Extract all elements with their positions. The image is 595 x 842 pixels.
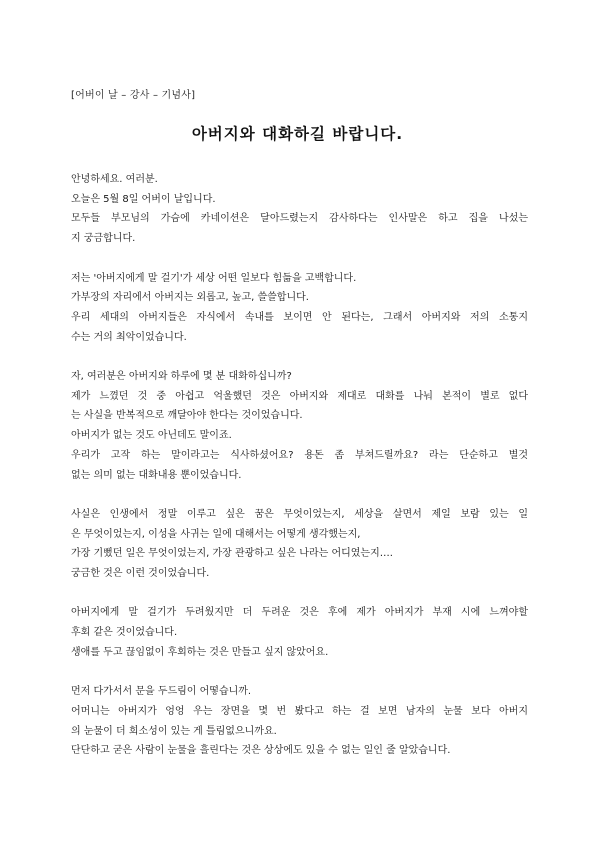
text-line: 우리 세대의 아버지들은 자식에서 속내를 보이면 안 된다는, 그래서 아버지와 저의 소통지 bbox=[71, 311, 528, 323]
text-line: 아버지에게 말 걸기가 두려웠지만 더 두려운 것은 후에 제가 아버지가 부재 시에 느껴야할 bbox=[71, 607, 528, 619]
text-line: 저는 '아버지에게 말 걸기'가 세상 어떤 일보다 힘듦을 고백합니다. bbox=[71, 272, 357, 284]
text-line: 가부장의 자리에서 아버지는 외롭고, 높고, 쓸쓸합니다. bbox=[71, 292, 309, 304]
text-line: 지 궁금합니다. bbox=[71, 233, 136, 245]
paragraph-conversation bbox=[71, 367, 528, 485]
text-line: 후회 같은 것이었습니다. bbox=[71, 627, 178, 639]
paragraph-greeting bbox=[71, 170, 528, 249]
text-line: 궁금한 것은 이런 것이었습니다. bbox=[71, 568, 210, 580]
text-line: 은 무엇이었는지, 이성을 사귀는 일에 대해서는 어떻게 생각했는지, bbox=[71, 528, 361, 540]
text-line: 자, 여러분은 아버지와 하루에 몇 분 대화하십니까? bbox=[71, 371, 292, 382]
document-tag: [어버이 날 – 강사 – 기념사] bbox=[71, 90, 196, 101]
paragraph-regret bbox=[71, 603, 528, 662]
paragraph-questions bbox=[71, 505, 528, 584]
paragraph-approach bbox=[71, 682, 528, 761]
text-line: 가장 기뻤던 일은 무엇이었는지, 가장 관광하고 싶은 나라는 어디였는지…. bbox=[71, 548, 393, 560]
text-line: 먼저 다가서서 문을 두드림이 어떻습니까. bbox=[71, 686, 252, 698]
text-line: 생애를 두고 끊임없이 후회하는 것은 만들고 싶지 않았어요. bbox=[71, 646, 329, 658]
text-line: 우리가 고작 하는 말이라고는 식사하셨어요? 용돈 좀 부쳐드릴까요? 라는 단순하고 별것 bbox=[71, 449, 528, 461]
text-line: 오늘은 5월 8일 어버이 날입니다. bbox=[71, 193, 216, 205]
text-line: 단단하고 굳은 사람이 눈물을 흘린다는 것은 상상에도 있을 수 없는 일인 줄 알았습니다. bbox=[71, 745, 451, 757]
text-line: 사실은 인생에서 정말 이루고 싶은 꿈은 무엇이었는지, 세상을 살면서 제일 보람 있는 일 bbox=[71, 508, 528, 520]
text-line: 수는 거의 최악이었습니다. bbox=[71, 331, 187, 343]
text-line: 어머니는 아버지가 엉엉 우는 장면을 몇 번 봤다고 하는 걸 보면 남자의 눈물 보다 아버지 bbox=[71, 705, 528, 717]
text-line: 의 눈물이 더 희소성이 있는 게 틀림없으니까요. bbox=[71, 725, 277, 737]
text-line: 제가 느꼈던 것 중 아쉽고 억울했던 것은 아버지와 제대로 대화를 나눠 본적이 별로 없다 bbox=[71, 390, 528, 402]
paragraph-confession bbox=[71, 269, 528, 348]
document-title: 아버지와 대화하길 바랍니다. bbox=[191, 125, 404, 143]
text-line: 는 사실을 반복적으로 깨달아야 한다는 것이었습니다. bbox=[71, 410, 303, 422]
text-line: 없는 의미 없는 대화내용 뿐이었습니다. bbox=[71, 469, 242, 481]
document-body bbox=[71, 170, 528, 781]
text-line: 아버지가 없는 것도 아닌데도 말이죠. bbox=[71, 430, 232, 442]
text-line: 모두들 부모님의 가슴에 카네이션은 달아드렸는지 감사하다는 인사말은 하고 집을 나섰는 bbox=[71, 213, 528, 225]
text-line: 안녕하세요. 여러분. bbox=[71, 174, 158, 185]
